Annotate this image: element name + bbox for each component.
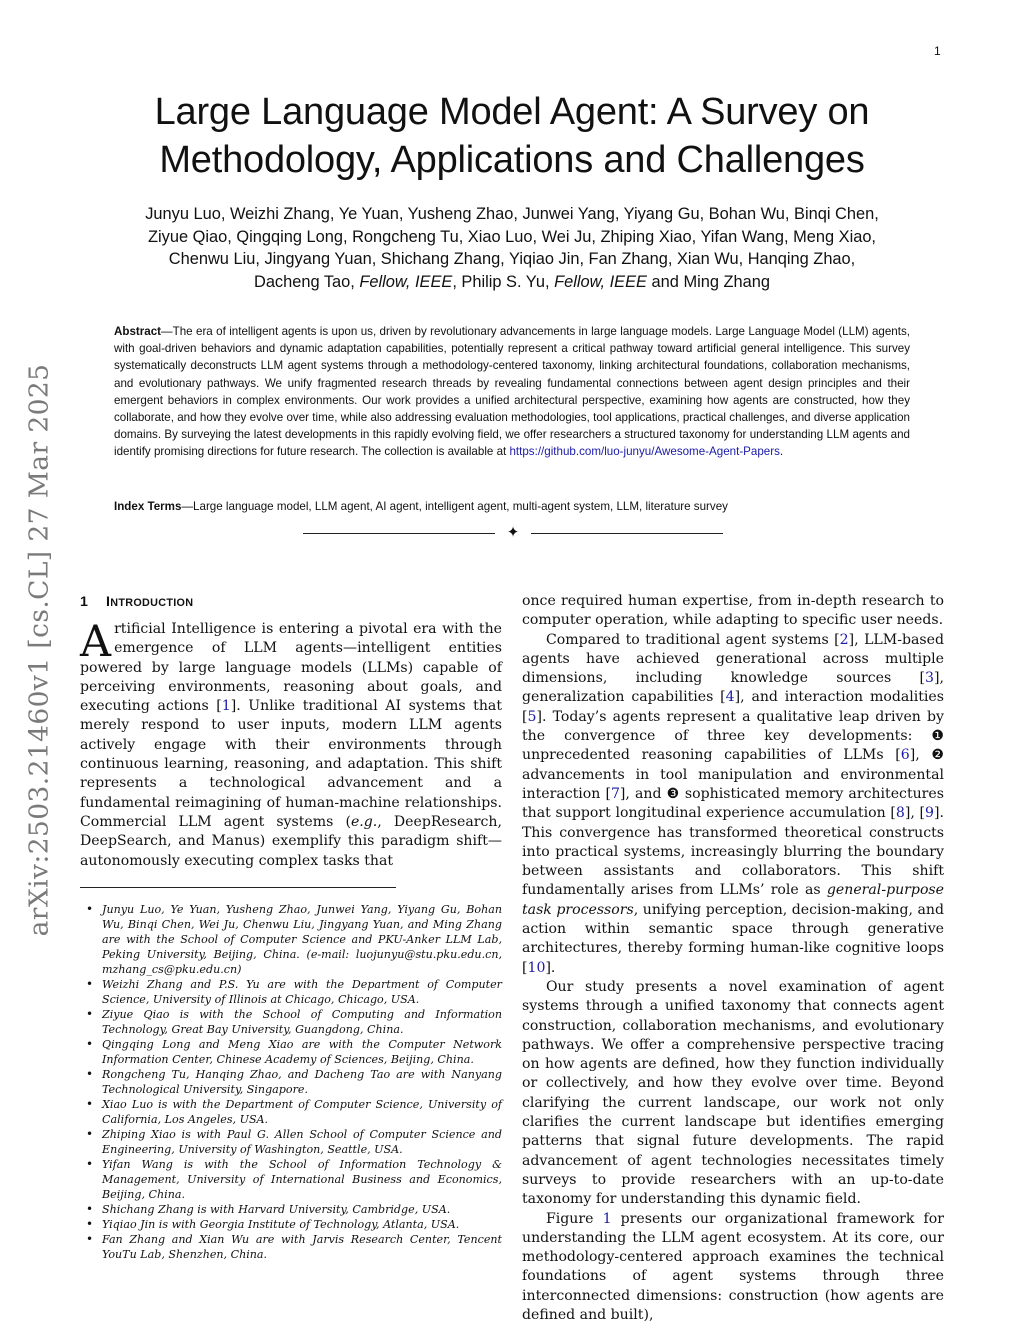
para2-text: ]. This convergence has transformed theoretical constructs into practical systems, increasingly blurring the boundary between assistants and collaborators. This shift fundamentally arises from LLMs’ role as: [522, 805, 944, 899]
index-terms-label: Index Terms: [114, 500, 182, 513]
para2-text: ], generalization capabilities [: [522, 670, 944, 706]
citation-link[interactable]: 1: [221, 698, 231, 715]
page-number: 1: [934, 44, 941, 58]
authors-line-1: Junyu Luo, Weizhi Zhang, Ye Yuan, Yusheng Zhao, Junwei Yang, Yiyang Gu, Bohan Wu, Binqi Chen,: [145, 205, 879, 223]
arxiv-identifier-text: arXiv:2503.21460v1 [cs.CL] 27 Mar 2025: [23, 363, 55, 937]
para2-text: ].: [545, 959, 556, 976]
eg-italic: e.g.: [350, 813, 378, 830]
citation-link[interactable]: 8: [895, 805, 905, 822]
para4-text: presents our organizational framework for understanding the LLM agent ecosystem. At its core, our methodology-centered approach examines the technical foundations of agent systems through three interconnected dimensions: construction (how agents are defined and built),: [522, 1210, 944, 1323]
footnote-item: • Weizhi Zhang and P.S. Yu are with the Department of Computer Science, University of Illinois at Chicago, Chicago, USA.: [80, 977, 502, 1007]
section-title-rest: NTRODUCTION: [110, 597, 194, 609]
right-column: [522, 592, 944, 1325]
footnote-item: • Rongcheng Tu, Hanqing Zhao, and Dacheng Tao are with Nanyang Technological University, Singapore.: [80, 1067, 502, 1097]
ornament-icon: ✦: [506, 525, 520, 541]
citation-link[interactable]: 2: [839, 631, 849, 648]
title-line-1: Large Language Model Agent: A Survey on: [154, 91, 870, 133]
para2-text: ], and interaction modalities [: [522, 689, 944, 725]
author-list: [70, 203, 954, 293]
footnote-item: • Yiqiao Jin is with Georgia Institute of Technology, Atlanta, USA.: [80, 1217, 502, 1232]
paragraph-figure: [522, 1210, 944, 1325]
abstract-label: Abstract: [114, 325, 162, 338]
authors-line-4c: and Ming Zhang: [646, 272, 770, 291]
paper-title: [40, 88, 984, 184]
para2-text: Compared to traditional agent systems [: [546, 631, 840, 648]
footnote-rule: [80, 887, 396, 888]
citation-link[interactable]: 5: [527, 708, 537, 725]
para2-text: ], LLM-based agents have achieved generational across multiple dimensions, including knowledge sources [: [522, 631, 945, 687]
citation-link[interactable]: 6: [900, 747, 910, 764]
figure-reference-link[interactable]: 1: [602, 1210, 612, 1227]
footnote-item: • Zhiping Xiao is with Paul G. Allen School of Computer Science and Engineering, University of Washington, Seattle, USA.: [80, 1127, 502, 1157]
footnote-item: • Yifan Wang is with the School of Information Technology & Management, University of International Business and Economics, Beijing, China.: [80, 1157, 502, 1202]
footnote-item: • Junyu Luo, Ye Yuan, Yusheng Zhao, Junwei Yang, Yiyang Gu, Bohan Wu, Binqi Chen, Wei Ju, Chenwu Liu, Jingyang Yuan, and Ming Zhang are with the School of Computer Science and PKU-Anker LLM Lab, Peking University, Beijing, China. (e-mail: luojunyu@stu.pku.edu.cn, mzhang_cs@pku.edu.cn): [80, 902, 502, 977]
affiliation-footnotes: [80, 902, 502, 1262]
footnote-item: • Xiao Luo is with the Department of Computer Science, University of California, Los Angeles, USA.: [80, 1097, 502, 1127]
section-divider: [303, 524, 723, 542]
abstract-text: —The era of intelligent agents is upon us, driven by revolutionary advancements in large language models. Large Language Model (LLM) agents, with goal-driven behaviors and dynamic adaptation capabilities, potentially represent a critical pathway toward artificial general intelligence. This survey systematically deconstructs LLM agent systems through a methodology-centered taxonomy, linking architectural foundations, collaboration mechanisms, and evolutionary pathways. We unify fragmented research threads by revealing fundamental connections between agent design principles and their emergent behaviors in complex environments. Our work provides a unified architectural perspective, examining how agents are constructed, how they collaborate, and how they evolve over time, while also addressing evaluation methodologies, tool applications, practical challenges, and diverse application domains. By surveying the latest developments in this rapidly evolving field, we offer researchers a structured taxonomy for understanding LLM agents and identify promising directions for future research. The collection is available at: [114, 325, 910, 459]
footnote-item: • Qingqing Long and Meng Xiao are with the Computer Network Information Center, Chinese Academy of Sciences, Beijing, China.: [80, 1037, 502, 1067]
left-column: [80, 592, 502, 1262]
section-heading-introduction: [80, 594, 502, 620]
citation-link[interactable]: 9: [925, 805, 935, 822]
footnote-item: • Shichang Zhang is with Harvard University, Cambridge, USA.: [80, 1202, 502, 1217]
emphasis-text: general-purpose task processors: [522, 882, 944, 918]
abstract-end: .: [779, 445, 784, 459]
para4-text: Figure: [546, 1210, 603, 1227]
citation-link[interactable]: 7: [610, 785, 620, 802]
fellow-ieee-2: Fellow, IEEE: [554, 272, 647, 291]
intro-text-b: ]. Unlike traditional AI systems that merely respond to user inputs, modern LLM agents actively engage with their environments through continuous learning, reasoning, and adaptation. This shift represents a technological advancement and a fundamental reimagining of human-machine relationships. Commercial LLM agent systems (: [80, 698, 502, 830]
section-number: 1: [80, 594, 89, 610]
abstract: [114, 323, 910, 461]
divider-rule-right: [531, 533, 723, 534]
authors-line-4a: Dacheng Tao,: [253, 272, 360, 291]
divider-rule-left: [303, 533, 495, 534]
authors-line-4b: , Philip S. Yu,: [452, 272, 555, 291]
authors-line-3: Chenwu Liu, Jingyang Yuan, Shichang Zhang, Yiqiao Jin, Fan Zhang, Xian Wu, Hanqing Zhao,: [168, 250, 856, 268]
paragraph-continued: once required human expertise, from in-depth research to computer operation, while adapting to specific user needs.: [522, 593, 944, 629]
para2-text: , unifying perception, decision-making, and action within semantic space through generative architectures, thereby forming human-like cognitive loops [: [522, 901, 945, 976]
fellow-ieee-1: Fellow, IEEE: [359, 272, 453, 291]
index-terms-text: —Large language model, LLM agent, AI agent, intelligent agent, multi-agent system, LLM, literature survey: [181, 500, 728, 513]
drop-cap: A: [80, 617, 112, 667]
intro-paragraph: [80, 617, 502, 871]
para2-text: ], and ❸ sophisticated memory architectures that support longitudinal experience accumulation [: [522, 785, 944, 822]
intro-text-c: , DeepResearch, DeepSearch, and Manus) exemplify this paradigm shift—autonomously executing complex tasks that: [80, 813, 502, 869]
citation-link[interactable]: 10: [527, 959, 546, 976]
authors-line-2: Ziyue Qiao, Qingqing Long, Rongcheng Tu, Xiao Luo, Wei Ju, Zhiping Xiao, Yifan Wang, Meng Xiao,: [147, 227, 876, 246]
arxiv-identifier: [14, 350, 64, 950]
intro-text-a: rtificial Intelligence is entering a pivotal era with the emergence of LLM agents—intelligent entities powered by large language models (LLMs) capable of perceiving environments, reasoning about goals, and executing actions [: [80, 621, 502, 715]
title-line-2: Methodology, Applications and Challenges: [159, 139, 865, 181]
paragraph-comparison: [522, 631, 944, 978]
para2-text: ], [: [904, 805, 926, 822]
footnote-item: • Fan Zhang and Xian Wu are with Jarvis Research Center, Tencent YouTu Lab, Shenzhen, China.: [80, 1232, 502, 1262]
para2-text: ], ❷ advancements in tool manipulation and environmental interaction [: [522, 747, 945, 802]
github-repo-link[interactable]: https://github.com/luo-junyu/Awesome-Agent-Papers: [509, 445, 780, 459]
paragraph-our-study: Our study presents a novel examination of agent systems through a unified taxonomy that connects agent construction, collaboration mechanisms, and evolutionary pathways. We offer a comprehensive perspective tracing on how agents are defined, how they function individually or collectively, and how they evolve over time. Beyond clarifying the current landscape, our work not only clarifies the current landscape but identifies emerging patterns that signal future developments. The rapid advancement of agent technologies necessitates timely surveys to provide researchers with an up-to-date taxonomy for understanding this dynamic field.: [522, 978, 944, 1208]
footnote-item: • Ziyue Qiao is with the School of Computing and Information Technology, Great Bay University, Guangdong, China.: [80, 1007, 502, 1037]
citation-link[interactable]: 3: [925, 670, 935, 687]
section-title-cap: I: [106, 594, 111, 610]
citation-link[interactable]: 4: [725, 689, 735, 706]
index-terms: [114, 498, 910, 515]
para2-text: ]. Today’s agents represent a qualitative leap driven by the convergence of three key developments: ❶ unprecedented reasoning capabilities of LLMs [: [522, 708, 944, 764]
